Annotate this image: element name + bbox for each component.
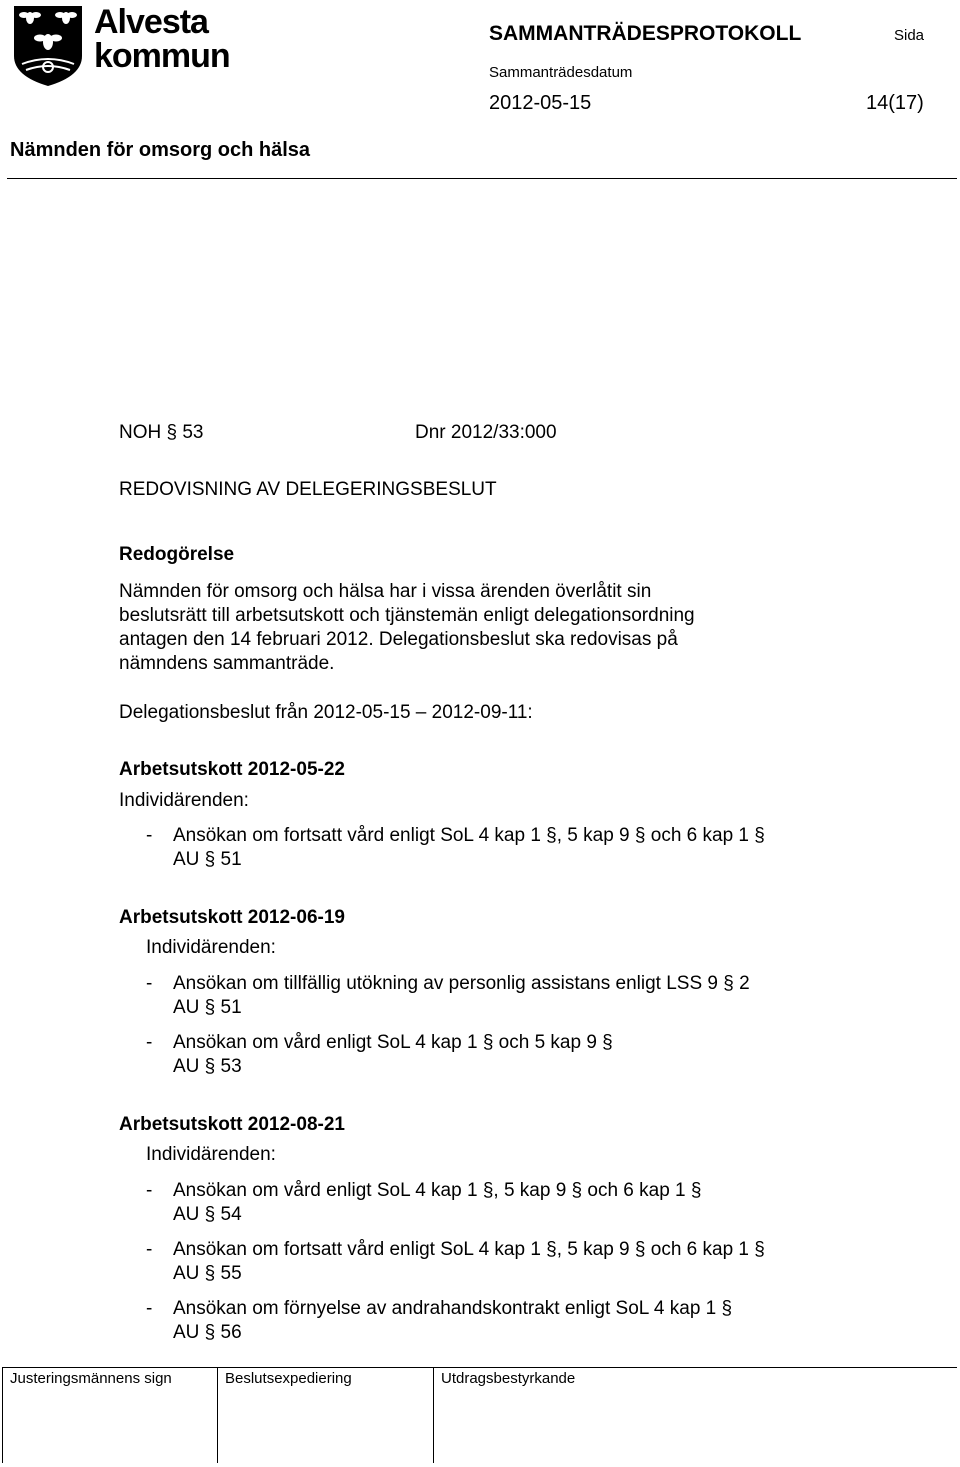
intro-line: nämndens sammanträde. — [119, 653, 335, 674]
list-dash: - — [146, 1180, 153, 1201]
date-label: Sammanträdesdatum — [489, 64, 633, 81]
section-heading: Redogörelse — [119, 544, 235, 565]
footer-column-line — [2, 1367, 3, 1463]
group-subheading: Individärenden: — [146, 937, 276, 958]
municipality-logo — [12, 4, 244, 88]
list-dash: - — [146, 973, 153, 994]
intro-line: antagen den 14 februari 2012. Delegationsbeslut ska redovisas på — [119, 629, 678, 650]
item-title: REDOVISNING AV DELEGERINGSBESLUT — [119, 479, 497, 500]
meeting-date: 2012-05-15 — [489, 92, 592, 114]
footer-dispatch-label: Beslutsexpediering — [225, 1370, 352, 1387]
group-subheading: Individärenden: — [119, 790, 249, 811]
list-item: Ansökan om förnyelse av andrahandskontrakt enligt SoL 4 kap 1 § — [173, 1298, 733, 1319]
list-item: Ansökan om tillfällig utökning av personlig assistans enligt LSS 9 § 2 — [173, 973, 750, 994]
list-item: Ansökan om fortsatt vård enligt SoL 4 kap 1 §, 5 kap 9 § och 6 kap 1 § — [173, 825, 765, 846]
header-divider — [7, 178, 957, 179]
intro-line: beslutsrätt till arbetsutskott och tjänstemän enligt delegationsordning — [119, 605, 695, 626]
list-dash: - — [146, 1239, 153, 1260]
list-dash: - — [146, 825, 153, 846]
group-heading: Arbetsutskott 2012-08-21 — [119, 1114, 345, 1135]
group-subheading: Individärenden: — [146, 1144, 276, 1165]
item-dnr: Dnr 2012/33:000 — [415, 422, 557, 443]
list-item-ref: AU § 54 — [173, 1204, 242, 1225]
footer-divider — [2, 1367, 957, 1368]
committee-name: Nämnden för omsorg och hälsa — [10, 139, 311, 161]
footer-column-line — [433, 1367, 434, 1463]
item-number: NOH § 53 — [119, 422, 204, 443]
period-line: Delegationsbeslut från 2012-05-15 – 2012-09-11: — [119, 702, 533, 723]
list-item: Ansökan om fortsatt vård enligt SoL 4 kap 1 §, 5 kap 9 § och 6 kap 1 § — [173, 1239, 765, 1260]
list-item: Ansökan om vård enligt SoL 4 kap 1 §, 5 kap 9 § och 6 kap 1 § — [173, 1180, 702, 1201]
logo-text-alvesta: Alvesta — [94, 3, 208, 41]
list-item-ref: AU § 55 — [173, 1263, 242, 1284]
group-heading: Arbetsutskott 2012-05-22 — [119, 759, 345, 780]
list-item-ref: AU § 53 — [173, 1056, 242, 1077]
list-item-ref: AU § 56 — [173, 1322, 242, 1343]
list-item-ref: AU § 51 — [173, 849, 242, 870]
logo-text-kommun: kommun — [94, 37, 230, 75]
footer-certification-label: Utdragsbestyrkande — [441, 1370, 576, 1387]
list-item-ref: AU § 51 — [173, 997, 242, 1018]
list-dash: - — [146, 1298, 153, 1319]
page-number: 14(17) — [866, 92, 924, 114]
footer-column-line — [217, 1367, 218, 1463]
page-label: Sida — [894, 27, 925, 44]
group-heading: Arbetsutskott 2012-06-19 — [119, 907, 345, 928]
footer-signature-label: Justeringsmännens sign — [10, 1370, 172, 1387]
list-item: Ansökan om vård enligt SoL 4 kap 1 § och 5 kap 9 § — [173, 1032, 613, 1053]
intro-line: Nämnden för omsorg och hälsa har i vissa ärenden överlåtit sin — [119, 581, 652, 602]
list-dash: - — [146, 1032, 153, 1053]
document-type: SAMMANTRÄDESPROTOKOLL — [489, 22, 802, 45]
